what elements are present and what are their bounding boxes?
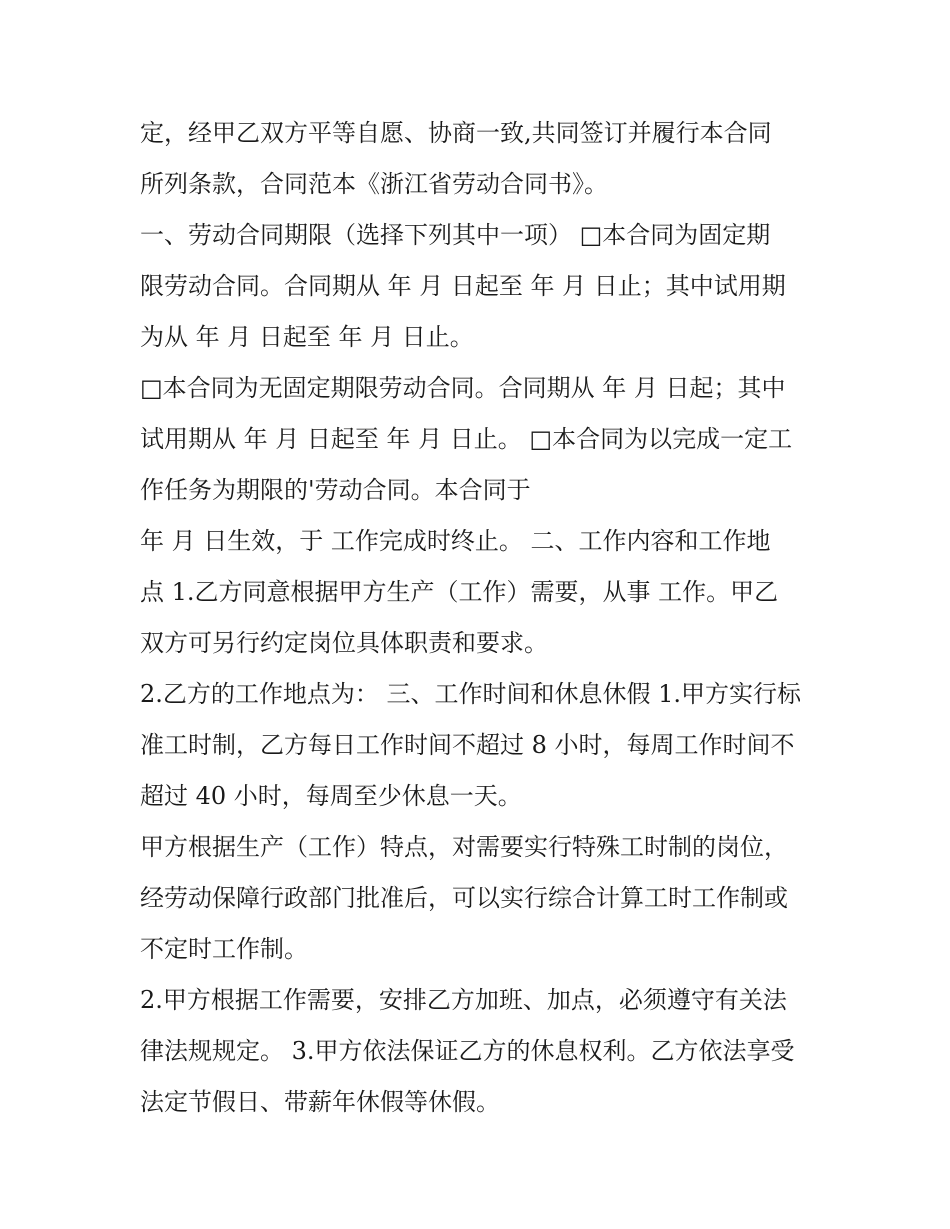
- text-line: 超过 40 小时，每周至少休息一天。: [140, 782, 522, 810]
- text-line: 限劳动合同。合同期从 年 月 日起至 年 月 日止；其中试用期: [140, 272, 786, 300]
- text-line: 一、劳动合同期限（选择下列其中一项） □本合同为固定期: [140, 221, 771, 249]
- text-line: 双方可另行约定岗位具体职责和要求。: [140, 629, 548, 657]
- text-line: 试用期从 年 月 日起至 年 月 日止。 □本合同为以完成一定工: [140, 425, 793, 453]
- document-body: [140, 108, 820, 1128]
- text-line: 2.乙方的工作地点为： 三、工作时间和休息休假 1.甲方实行标: [140, 680, 802, 708]
- text-line: 作任务为期限的'劳动合同。本合同于: [140, 476, 531, 504]
- text-line: 年 月 日生效，于 工作完成时终止。 二、工作内容和工作地: [140, 527, 771, 555]
- text-line: □本合同为无固定期限劳动合同。合同期从 年 月 日起；其中: [140, 374, 786, 402]
- text-line: 为从 年 月 日起至 年 月 日止。: [140, 323, 474, 351]
- text-line: 不定时工作制。: [140, 935, 308, 963]
- text-line: 经劳动保障行政部门批准后，可以实行综合计算工时工作制或: [140, 884, 788, 912]
- text-line: 定，经甲乙双方平等自愿、协商一致,共同签订并履行本合同: [140, 119, 772, 147]
- text-line: 所列条款，合同范本《浙江省劳动合同书》。: [140, 170, 608, 198]
- text-line: 法定节假日、带薪年休假等休假。: [140, 1088, 500, 1116]
- text-line: 点 1.乙方同意根据甲方生产（工作）需要，从事 工作。甲乙: [140, 578, 779, 606]
- text-line: 律法规规定。 3.甲方依法保证乙方的休息权利。乙方依法享受: [140, 1037, 795, 1065]
- text-line: 2.甲方根据工作需要，安排乙方加班、加点，必须遵守有关法: [140, 986, 787, 1014]
- text-line: 准工时制，乙方每日工作时间不超过 8 小时，每周工作时间不: [140, 731, 795, 759]
- text-line: 甲方根据生产（工作）特点，对需要实行特殊工时制的岗位，: [140, 833, 788, 861]
